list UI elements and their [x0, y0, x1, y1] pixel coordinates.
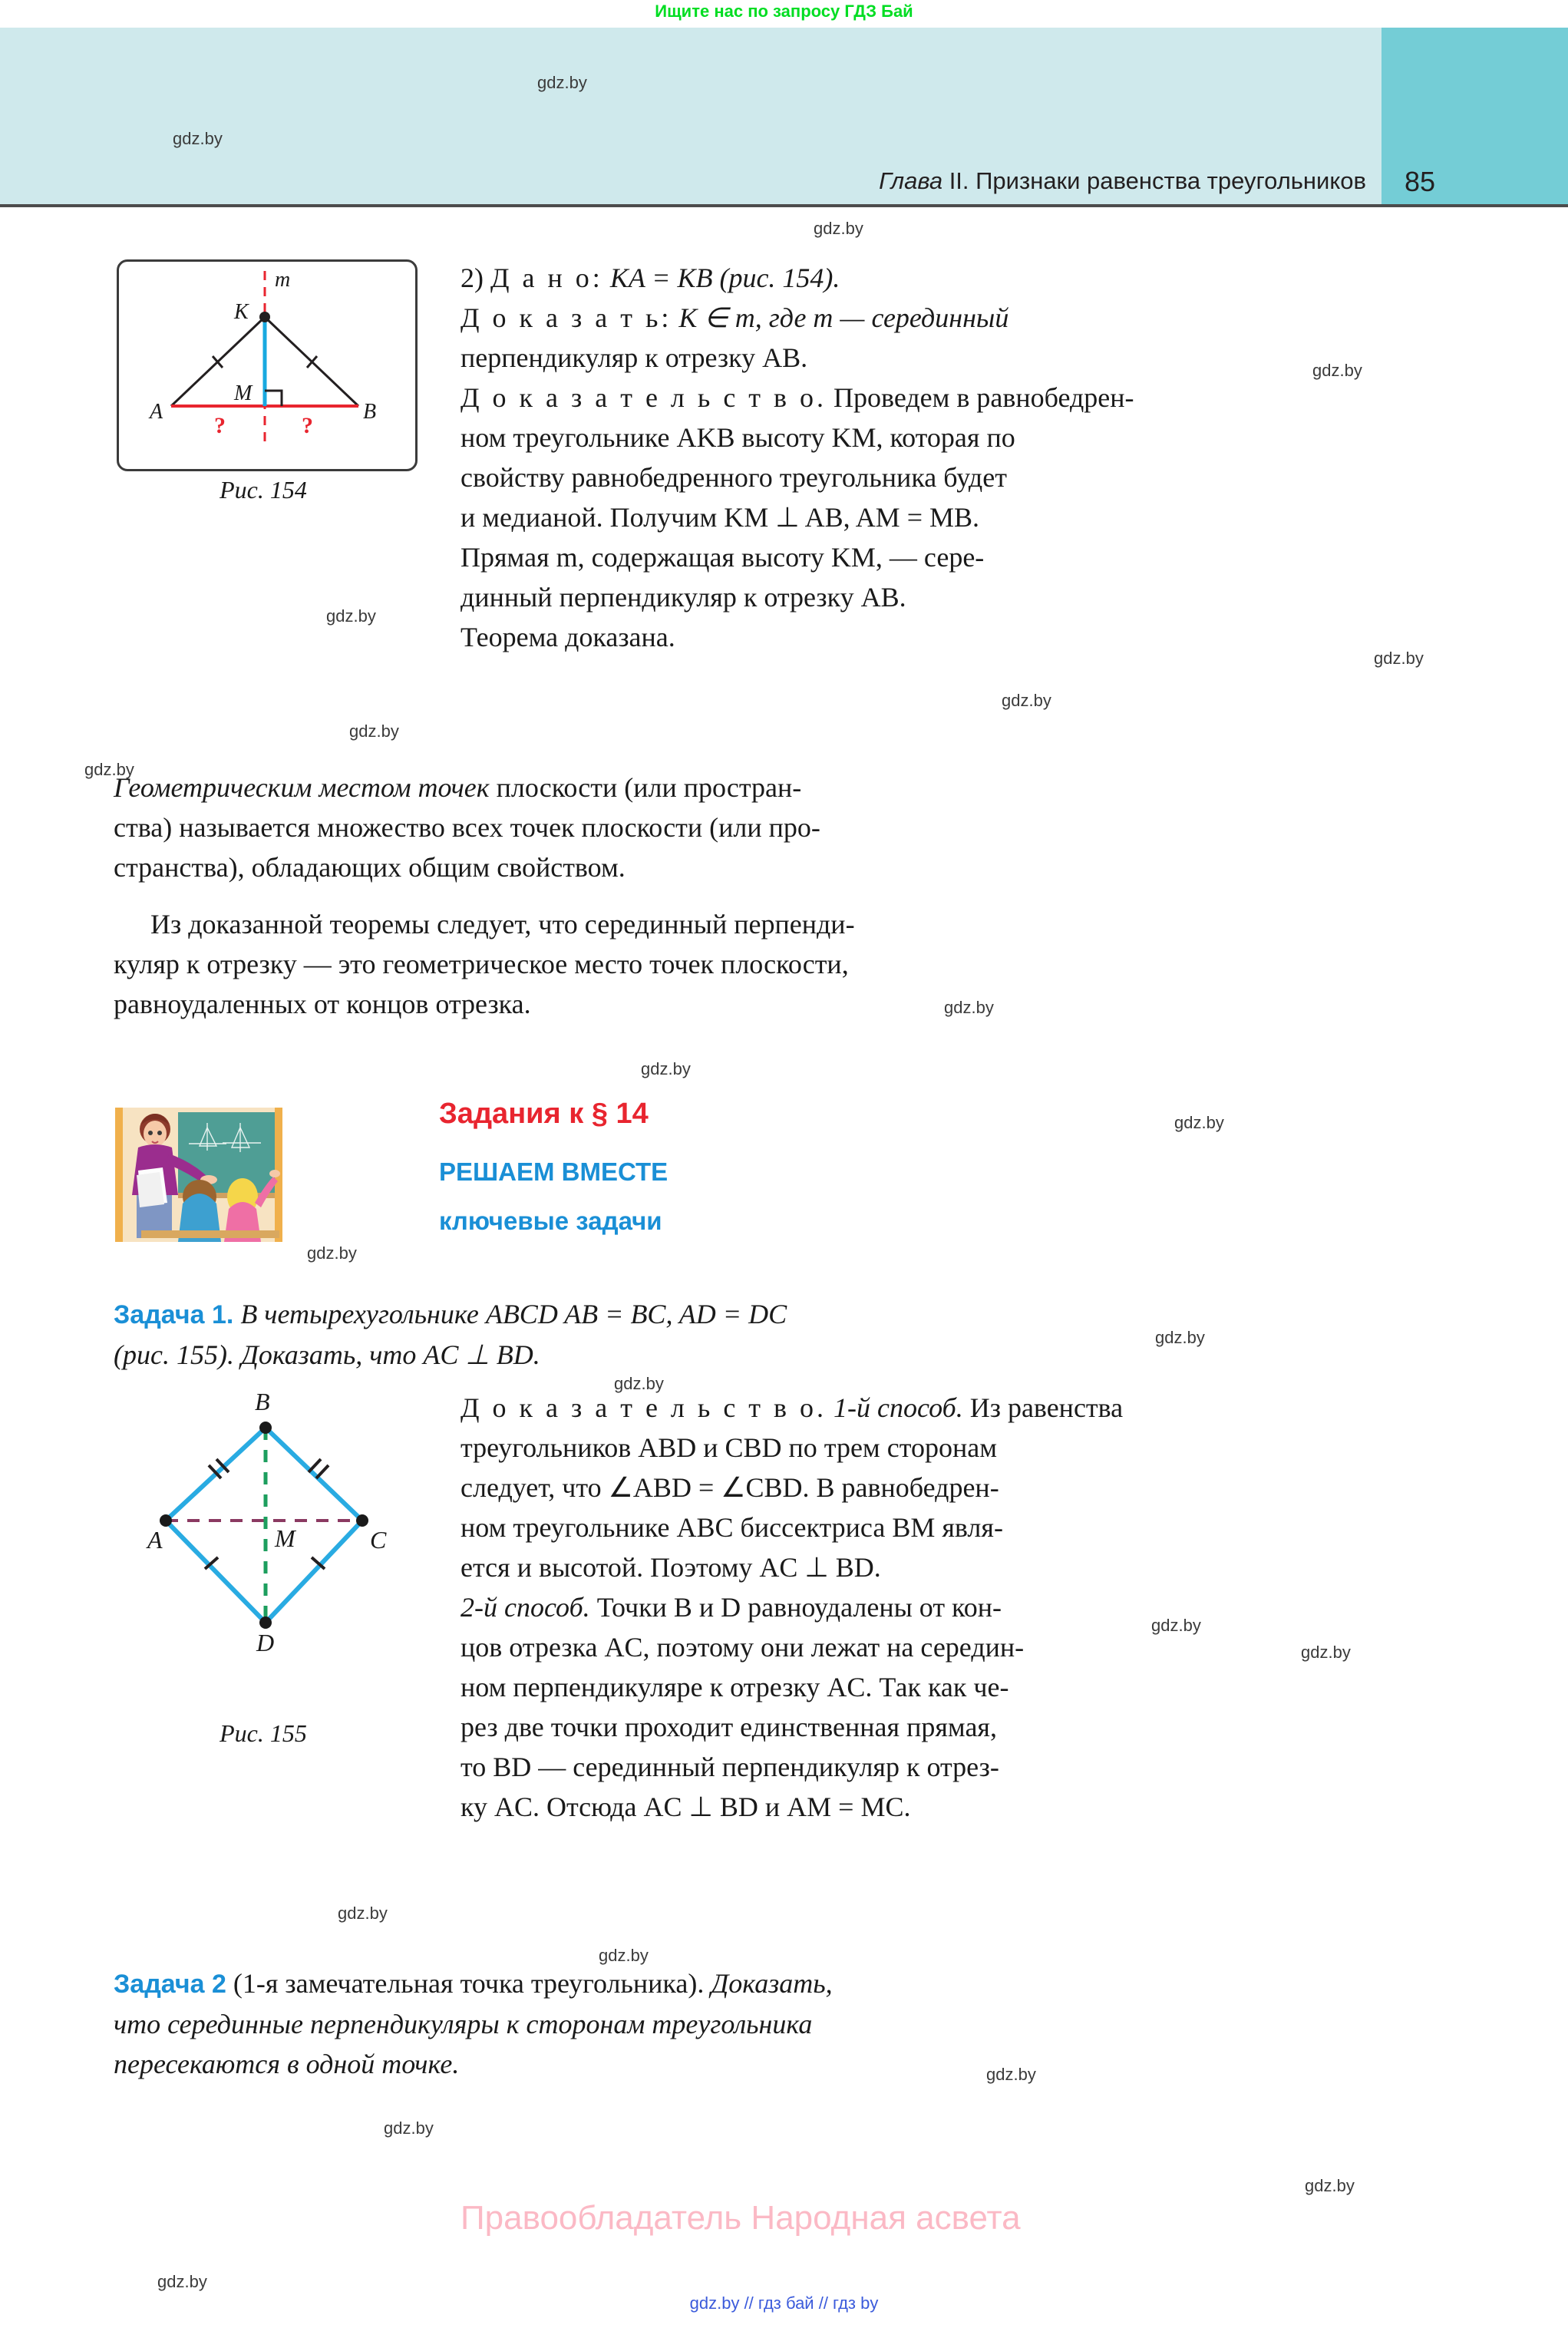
vertex-C-dot [356, 1514, 368, 1527]
definition-paragraph [114, 768, 1406, 887]
teacher-papers-2 [137, 1172, 164, 1207]
illustration-left-edge [115, 1108, 123, 1242]
task-2-line-1 [114, 1963, 1406, 2004]
figure-154-frame [117, 259, 418, 471]
tasks-subtitle-key: ключевые задачи [439, 1207, 662, 1235]
gdz-watermark: gdz.by [1155, 1328, 1205, 1347]
proof-line-4 [460, 378, 1405, 418]
vertex-B-dot [259, 1422, 272, 1434]
definition-line-3: странства), обладающих общим свойством. [114, 852, 626, 883]
corollary-line-1: Из доказанной теоремы следует, что серединный перпенди- [150, 909, 855, 939]
task-1-proof-line-7: цов отрезка AC, поэтому они лежат на середин- [460, 1632, 1025, 1663]
chapter-word: Глава [879, 167, 943, 194]
gdz-watermark: gdz.by [986, 2065, 1036, 2084]
task-1-proof-line-11: ку AC. Отсюда AC ⊥ BD и AM = MC. [460, 1791, 911, 1822]
gdz-watermark: gdz.by [944, 998, 994, 1017]
proof-line-10: Теорема доказана. [460, 622, 675, 652]
fig155-label-D: D [256, 1629, 275, 1656]
gdz-watermark: gdz.by [307, 1243, 357, 1263]
footer-links: gdz.by // гдз бай // гдз by [689, 2293, 879, 2313]
gdz-watermark: gdz.by [349, 722, 399, 741]
vertex-K-dot [259, 312, 270, 322]
figure-155-drawing-wrap [115, 1382, 422, 1704]
header-divider-rule [0, 204, 1568, 207]
task-1-proof-label: Д о к а з а т е л ь с т в о. [460, 1392, 827, 1423]
classroom-illustration-svg [115, 1108, 282, 1242]
fig155-label-M: M [275, 1524, 295, 1552]
gdz-watermark: gdz.by [1301, 1643, 1351, 1662]
tasks-subtitle-together: РЕШАЕМ ВМЕСТЕ [439, 1157, 668, 1186]
classroom-illustration [115, 1108, 282, 1242]
item-number: 2) [460, 263, 490, 293]
task-1-text-1: В четырехугольнике ABCD AB = BC, AD = DC [233, 1299, 787, 1329]
gdz-watermark: gdz.by [1305, 2176, 1355, 2195]
definition-line-1 [114, 768, 1406, 807]
question-mark-left: ? [214, 413, 226, 438]
proof-line-5: ном треугольнике AKB высоту KM, которая по [460, 422, 1015, 453]
gdz-watermark: gdz.by [641, 1059, 691, 1078]
gdz-watermark: gdz.by [814, 219, 863, 238]
way-2-label: 2-й способ. [460, 1592, 590, 1623]
question-mark-right: ? [302, 413, 313, 438]
prove-label: Д о к а з а т ь: [460, 302, 672, 333]
task-1-proof-line-1 [460, 1388, 1405, 1428]
proof-block-1 [460, 258, 1405, 657]
task-1-proof-line-5: ется и высотой. Поэтому AC ⊥ BD. [460, 1552, 881, 1583]
chapter-rest: II. Признаки равенства треугольников [942, 167, 1366, 194]
figure-154-caption: Рис. 154 [220, 476, 307, 504]
side-AD [166, 1521, 266, 1623]
way-1-label: 1-й способ. [827, 1392, 963, 1423]
proof-label: Д о к а з а т е л ь с т в о. [460, 382, 827, 413]
task-1-proof-line-8: ном перпендикуляре к отрезку AC. Так как че- [460, 1672, 1009, 1702]
chalkboard [178, 1112, 275, 1193]
copyright-watermark: Правообладатель Народная асвета [460, 2199, 1021, 2237]
proof-text: Проведем в равнобедрен- [827, 382, 1134, 413]
label-K: K [234, 300, 249, 324]
gdz-watermark: gdz.by [84, 760, 134, 779]
proof-line-6: свойству равнобедренного треугольника будет [460, 462, 1007, 493]
gdz-watermark: gdz.by [338, 1904, 388, 1923]
gdz-watermark: gdz.by [384, 2118, 434, 2138]
gdz-watermark: gdz.by [326, 606, 376, 626]
label-A: A [150, 400, 163, 424]
gdz-watermark: gdz.by [1312, 361, 1362, 380]
vertex-A-dot [160, 1514, 172, 1527]
gdz-watermark: gdz.by [173, 129, 223, 148]
proof-line-7: и медианой. Получим KM ⊥ AB, AM = MB. [460, 502, 980, 533]
task-1-proof-line-6 [460, 1587, 1405, 1627]
corollary-paragraph [114, 904, 1406, 1024]
desk [141, 1230, 279, 1238]
proof-line-9: динный перпендикуляр к отрезку AB. [460, 582, 906, 613]
corollary-line-3: равноудаленных от концов отрезка. [114, 989, 531, 1019]
task-1-proof-line-3: следует, что ∠ABD = ∠CBD. В равнобедрен- [460, 1472, 999, 1503]
gdz-watermark: gdz.by [1151, 1616, 1201, 1635]
gdz-watermark: gdz.by [1174, 1113, 1224, 1132]
task-1-proof-line-4: ном треугольнике ABC биссектриса BM явля- [460, 1512, 1003, 1543]
task-2-text-italic: Доказать, [711, 1968, 833, 1999]
proof-line-2 [460, 298, 1405, 338]
page-number: 85 [1405, 166, 1436, 197]
task-2-text-1: (1-я замечательная точка треугольника). [226, 1968, 711, 1999]
teacher-eye-right [157, 1131, 162, 1135]
right-angle-mark [265, 391, 282, 406]
tasks-section-title: Задания к § 14 [439, 1098, 649, 1130]
girl-hand [269, 1170, 280, 1177]
definition-line-2: ства) называется множество всех точек плоскости (или про- [114, 812, 820, 843]
given-label: Д а н о: [490, 263, 603, 293]
task-2-line-3: пересекаются в одной точке. [114, 2049, 460, 2079]
task-1-proof [460, 1388, 1405, 1827]
gdz-watermark: gdz.by [157, 2272, 207, 2291]
gdz-watermark: gdz.by [537, 73, 587, 92]
task-1-line-1 [114, 1294, 1406, 1335]
figure-155-caption: Рис. 155 [220, 1719, 307, 1747]
gdz-watermark: gdz.by [1002, 691, 1051, 710]
label-M: M [234, 381, 253, 405]
task-2-line-2: что серединные перпендикуляры к сторонам треугольника [114, 2009, 813, 2039]
definition-text-1: плоскости (или простран- [489, 772, 802, 803]
task-2-statement [114, 1963, 1406, 2084]
gdz-watermark: gdz.by [1374, 649, 1424, 668]
teacher-eye-left [148, 1131, 153, 1135]
fig155-label-B: B [255, 1388, 270, 1415]
gdz-watermark: gdz.by [614, 1374, 664, 1393]
label-m: m [275, 268, 291, 292]
task-1-label: Задача 1. [114, 1300, 234, 1329]
promo-banner-text: Ищите нас по запросу ГДЗ Бай [655, 2, 913, 21]
fig155-label-C: C [370, 1526, 387, 1554]
page-header-title [0, 167, 1366, 195]
figure-154-drawing [119, 262, 411, 464]
corollary-line-2: куляр к отрезку — это геометрическое место точек плоскости, [114, 949, 849, 979]
given-text: KA = KB (рис. 154). [602, 263, 840, 293]
prove-text: K ∈ m, где m — серединный [672, 302, 1009, 333]
proof-line-3: перпендикуляр к отрезку AB. [460, 342, 808, 373]
task-1-proof-line-9: рез две точки проходит единственная прямая, [460, 1712, 997, 1742]
task-1-proof-line-10: то BD — серединный перпендикуляр к отрез- [460, 1752, 999, 1782]
task-1-line-2: (рис. 155). Доказать, что AC ⊥ BD. [114, 1339, 540, 1370]
fig155-label-A: A [147, 1526, 163, 1554]
task-2-label: Задача 2 [114, 1970, 226, 1999]
task-1-statement [114, 1294, 1406, 1375]
proof-line-1 [460, 258, 1405, 298]
task-1-proof-text-2: Точки B и D равноудалены от кон- [589, 1592, 1002, 1623]
vertex-D-dot [259, 1616, 272, 1629]
gdz-watermark: gdz.by [599, 1946, 649, 1965]
label-B: B [363, 400, 377, 424]
side-BC [266, 1428, 362, 1521]
task-1-proof-line-2: треугольников ABD и CBD по трем сторонам [460, 1432, 997, 1463]
definition-term: Геометрическим местом точек [114, 772, 490, 803]
proof-line-8: Прямая m, содержащая высоту KM, — сере- [460, 542, 985, 573]
task-1-proof-text-1: Из равенства [962, 1392, 1124, 1423]
